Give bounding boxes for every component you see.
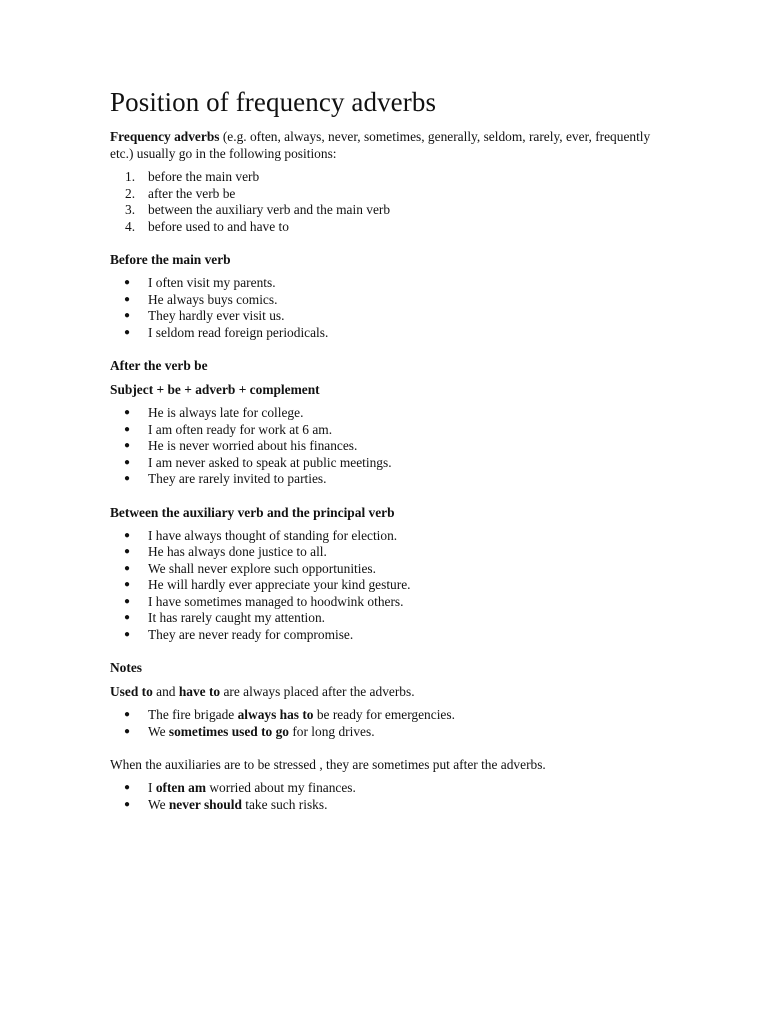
section-heading-after-verb-be: After the verb be bbox=[110, 358, 208, 373]
section-heading-between-auxiliary: Between the auxiliary verb and the principal verb bbox=[110, 504, 395, 520]
list-item: ● They are never ready for compromise. bbox=[124, 626, 354, 642]
bullet-icon: ● bbox=[124, 440, 131, 451]
intro-text: (e.g. often, always, never, sometimes, generally, seldom, rarely, ever, frequently etc.) usually go in the following positions: bbox=[110, 129, 651, 161]
bullet-icon: ● bbox=[124, 628, 131, 640]
positions-list bbox=[110, 169, 670, 235]
bullet-icon: ● bbox=[124, 423, 131, 435]
list-item: ● We sometimes used to go for long drives. bbox=[124, 723, 375, 739]
list-item: ● I have sometimes managed to hoodwink others. bbox=[124, 593, 404, 609]
intro-term: Frequency adverbs bbox=[110, 129, 220, 144]
bullet-icon: ● bbox=[124, 798, 131, 810]
list-item: ● They hardly ever visit us. bbox=[124, 308, 285, 323]
bullet-icon: ● bbox=[124, 709, 131, 720]
section-heading-before-main-verb: Before the main verb bbox=[110, 252, 231, 267]
section-heading-notes: Notes bbox=[110, 660, 142, 675]
list-item: ● He is never worried about his finances. bbox=[124, 438, 358, 453]
section3-list bbox=[110, 528, 670, 644]
document-page bbox=[110, 86, 670, 813]
list-item: ● The fire brigade always has to be ready for emergencies. bbox=[124, 707, 455, 722]
page-title: Position of frequency adverbs bbox=[110, 87, 437, 117]
section2-list bbox=[110, 405, 670, 488]
bullet-icon: ● bbox=[124, 326, 131, 338]
bullet-icon: ● bbox=[124, 293, 131, 305]
bullet-icon: ● bbox=[124, 310, 131, 321]
list-item: ● I have always thought of standing for election. bbox=[124, 527, 398, 543]
bullet-icon: ● bbox=[124, 562, 131, 574]
list-item: ● It has rarely caught my attention. bbox=[124, 610, 325, 625]
notes-examples-1 bbox=[110, 707, 670, 740]
list-item: ● I often visit my parents. bbox=[124, 275, 276, 290]
bullet-icon: ● bbox=[124, 473, 131, 484]
list-item: ● I seldom read foreign periodicals. bbox=[124, 324, 329, 340]
list-item: 2. after the verb be bbox=[125, 185, 236, 201]
section1-list bbox=[110, 275, 670, 341]
list-item: ● He will hardly ever appreciate your kind gesture. bbox=[124, 577, 411, 592]
notes-examples-2 bbox=[110, 780, 670, 813]
bullet-icon: ● bbox=[124, 595, 131, 607]
list-item: ● I often am worried about my finances. bbox=[124, 780, 356, 795]
list-item: 4. before used to and have to bbox=[125, 218, 289, 234]
bullet-icon: ● bbox=[124, 782, 131, 793]
bullet-icon: ● bbox=[124, 456, 131, 468]
list-item: 3. between the auxiliary verb and the main verb bbox=[125, 202, 391, 217]
bullet-icon: ● bbox=[124, 529, 131, 541]
list-item: ● I am often ready for work at 6 am. bbox=[124, 421, 333, 437]
list-item: ● We never should take such risks. bbox=[124, 796, 328, 812]
list-item: ● We shall never explore such opportunities. bbox=[124, 560, 376, 576]
bullet-icon: ● bbox=[124, 407, 131, 418]
list-item: ● I am never asked to speak at public meetings. bbox=[124, 454, 392, 470]
bullet-icon: ● bbox=[124, 579, 131, 590]
list-item: ● He has always done justice to all. bbox=[124, 544, 327, 559]
bullet-icon: ● bbox=[124, 546, 131, 557]
notes-paragraph-1: Used to and have to are always placed after the adverbs. bbox=[110, 684, 415, 699]
bullet-icon: ● bbox=[124, 725, 131, 737]
list-item: 1. before the main verb bbox=[125, 169, 260, 184]
bullet-icon: ● bbox=[124, 277, 131, 288]
list-item: ● He always buys comics. bbox=[124, 291, 278, 307]
intro-paragraph bbox=[110, 128, 670, 162]
bullet-icon: ● bbox=[124, 612, 131, 623]
section-subheading-formula: Subject + be + adverb + complement bbox=[110, 382, 320, 397]
notes-paragraph-2: When the auxiliaries are to be stressed , they are sometimes put after the adverbs. bbox=[110, 757, 546, 772]
list-item: ● He is always late for college. bbox=[124, 405, 304, 420]
list-item: ● They are rarely invited to parties. bbox=[124, 471, 327, 486]
